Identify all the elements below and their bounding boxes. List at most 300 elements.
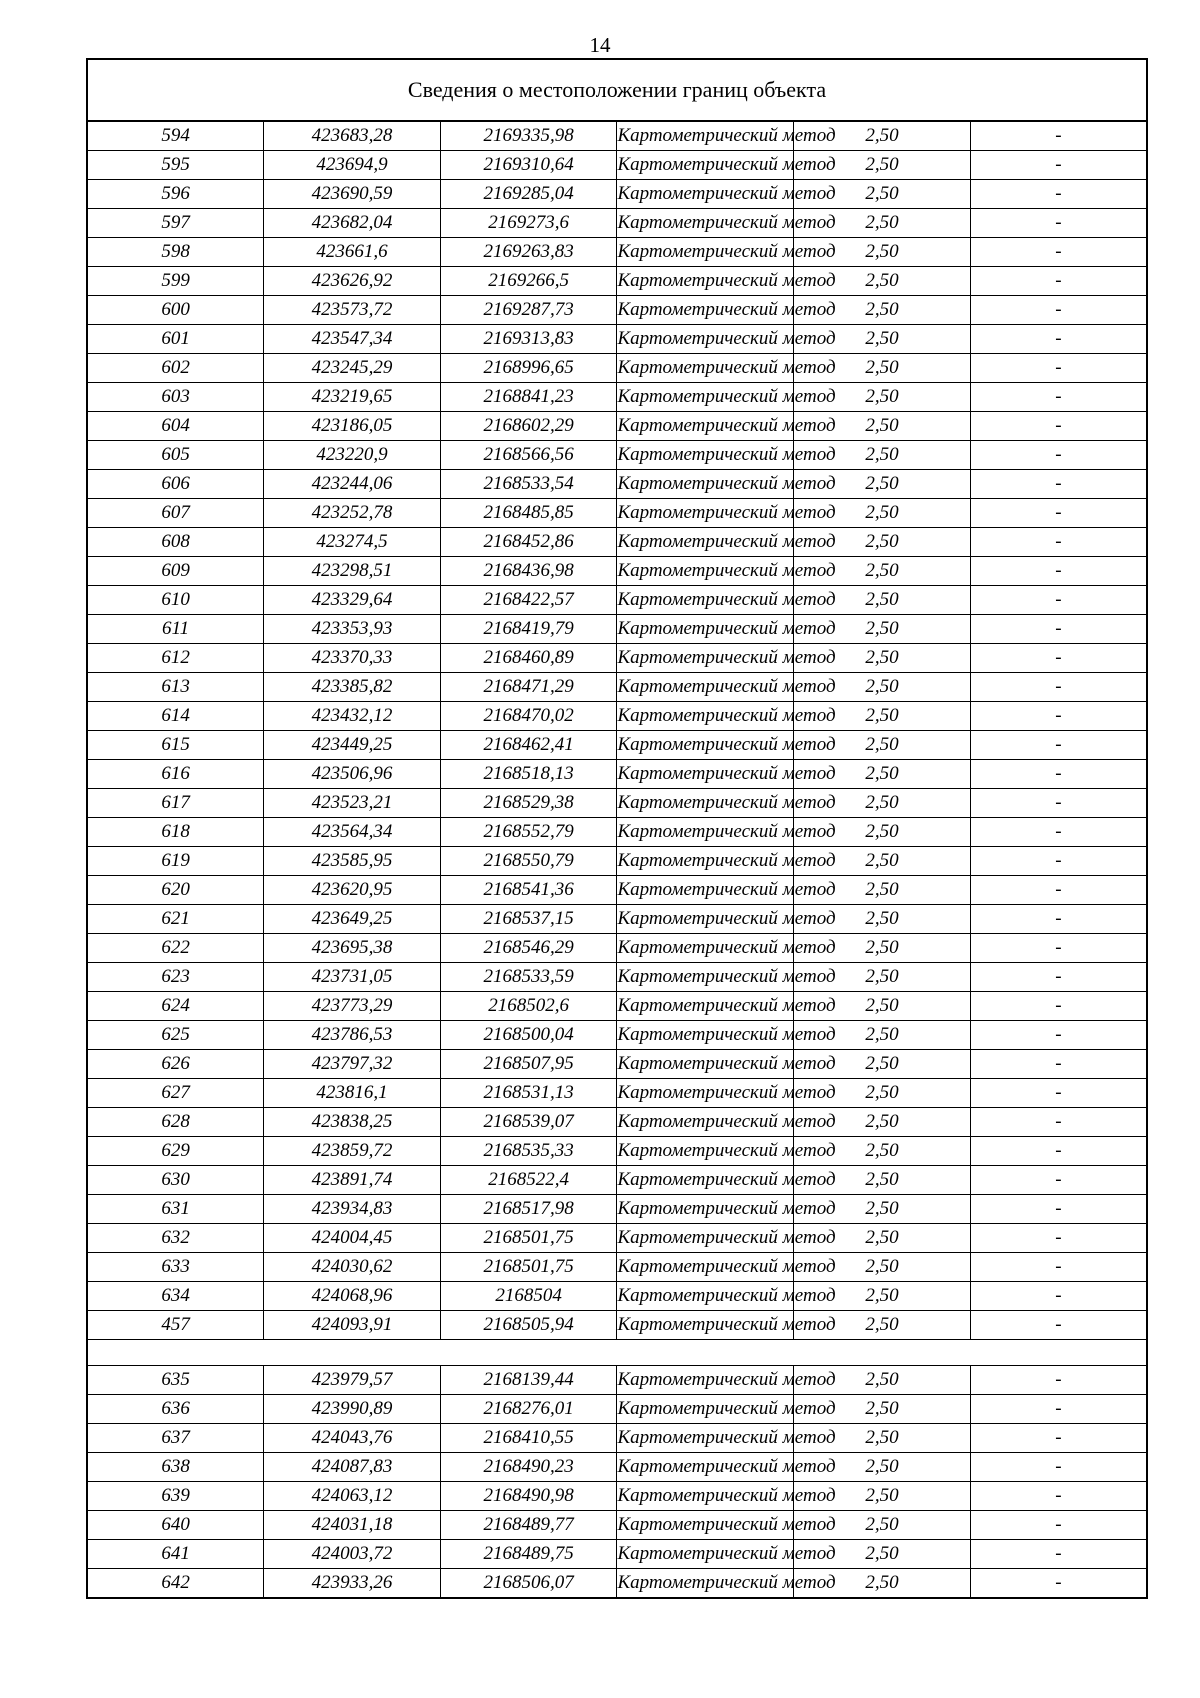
x-coordinate-cell: 423186,05 (264, 412, 441, 441)
description-cell: - (970, 760, 1147, 789)
table-row (87, 412, 1147, 441)
y-coordinate-cell: 2168485,85 (440, 499, 617, 528)
description-cell: - (970, 412, 1147, 441)
method-cell: Картометрический метод (617, 1108, 794, 1137)
description-cell: - (970, 296, 1147, 325)
y-coordinate-cell: 2168471,29 (440, 673, 617, 702)
point-number-cell: 612 (87, 644, 264, 673)
point-number-cell: 597 (87, 209, 264, 238)
method-cell: Картометрический метод (617, 586, 794, 615)
x-coordinate-cell: 423432,12 (264, 702, 441, 731)
description-cell: - (970, 644, 1147, 673)
method-cell: Картометрический метод (617, 876, 794, 905)
x-coordinate-cell: 423547,34 (264, 325, 441, 354)
y-coordinate-cell: 2168566,56 (440, 441, 617, 470)
accuracy-cell: 2,50 (794, 499, 971, 528)
y-coordinate-cell: 2168539,07 (440, 1108, 617, 1137)
description-cell: - (970, 1253, 1147, 1282)
method-cell: Картометрический метод (617, 1311, 794, 1340)
point-number-cell: 598 (87, 238, 264, 267)
x-coordinate-cell: 423695,38 (264, 934, 441, 963)
description-cell: - (970, 1021, 1147, 1050)
y-coordinate-cell: 2168537,15 (440, 905, 617, 934)
y-coordinate-cell: 2168518,13 (440, 760, 617, 789)
point-number-cell: 628 (87, 1108, 264, 1137)
point-number-cell: 608 (87, 528, 264, 557)
y-coordinate-cell: 2168410,55 (440, 1424, 617, 1453)
point-number-cell: 641 (87, 1540, 264, 1569)
method-cell: Картометрический метод (617, 1511, 794, 1540)
table-row (87, 1050, 1147, 1079)
method-cell: Картометрический метод (617, 992, 794, 1021)
x-coordinate-cell: 423773,29 (264, 992, 441, 1021)
table-row (87, 1482, 1147, 1511)
x-coordinate-cell: 423797,32 (264, 1050, 441, 1079)
x-coordinate-cell: 424004,45 (264, 1224, 441, 1253)
x-coordinate-cell: 423626,92 (264, 267, 441, 296)
x-coordinate-cell: 423245,29 (264, 354, 441, 383)
description-cell: - (970, 702, 1147, 731)
y-coordinate-cell: 2168490,98 (440, 1482, 617, 1511)
y-coordinate-cell: 2168535,33 (440, 1137, 617, 1166)
x-coordinate-cell: 423219,65 (264, 383, 441, 412)
method-cell: Картометрический метод (617, 325, 794, 354)
method-cell: Картометрический метод (617, 354, 794, 383)
group-separator-row (87, 1340, 1147, 1366)
table-row (87, 209, 1147, 238)
table-row (87, 992, 1147, 1021)
description-cell: - (970, 151, 1147, 180)
description-cell: - (970, 267, 1147, 296)
x-coordinate-cell: 423731,05 (264, 963, 441, 992)
point-number-cell: 630 (87, 1166, 264, 1195)
point-number-cell: 620 (87, 876, 264, 905)
description-cell: - (970, 847, 1147, 876)
accuracy-cell: 2,50 (794, 818, 971, 847)
point-number-cell: 632 (87, 1224, 264, 1253)
y-coordinate-cell: 2168501,75 (440, 1224, 617, 1253)
y-coordinate-cell: 2168552,79 (440, 818, 617, 847)
method-cell: Картометрический метод (617, 1021, 794, 1050)
x-coordinate-cell: 423274,5 (264, 528, 441, 557)
table-row (87, 1079, 1147, 1108)
x-coordinate-cell: 423298,51 (264, 557, 441, 586)
point-number-cell: 595 (87, 151, 264, 180)
point-number-cell: 639 (87, 1482, 264, 1511)
x-coordinate-cell: 424003,72 (264, 1540, 441, 1569)
accuracy-cell: 2,50 (794, 296, 971, 325)
description-cell: - (970, 121, 1147, 151)
accuracy-cell: 2,50 (794, 1079, 971, 1108)
method-cell: Картометрический метод (617, 383, 794, 412)
table-row (87, 789, 1147, 818)
x-coordinate-cell: 423694,9 (264, 151, 441, 180)
point-number-cell: 623 (87, 963, 264, 992)
point-number-cell: 611 (87, 615, 264, 644)
table-row (87, 121, 1147, 151)
accuracy-cell: 2,50 (794, 1569, 971, 1599)
accuracy-cell: 2,50 (794, 876, 971, 905)
description-cell: - (970, 528, 1147, 557)
table-row (87, 1366, 1147, 1395)
x-coordinate-cell: 423859,72 (264, 1137, 441, 1166)
x-coordinate-cell: 423370,33 (264, 644, 441, 673)
y-coordinate-cell: 2168501,75 (440, 1253, 617, 1282)
table-row (87, 238, 1147, 267)
table-row (87, 673, 1147, 702)
method-cell: Картометрический метод (617, 789, 794, 818)
y-coordinate-cell: 2168529,38 (440, 789, 617, 818)
accuracy-cell: 2,50 (794, 412, 971, 441)
table-row (87, 1166, 1147, 1195)
y-coordinate-cell: 2168139,44 (440, 1366, 617, 1395)
method-cell: Картометрический метод (617, 673, 794, 702)
description-cell: - (970, 470, 1147, 499)
point-number-cell: 603 (87, 383, 264, 412)
y-coordinate-cell: 2168505,94 (440, 1311, 617, 1340)
accuracy-cell: 2,50 (794, 1195, 971, 1224)
method-cell: Картометрический метод (617, 934, 794, 963)
accuracy-cell: 2,50 (794, 1366, 971, 1395)
accuracy-cell: 2,50 (794, 470, 971, 499)
accuracy-cell: 2,50 (794, 615, 971, 644)
description-cell: - (970, 325, 1147, 354)
description-cell: - (970, 818, 1147, 847)
description-cell: - (970, 557, 1147, 586)
y-coordinate-cell: 2168436,98 (440, 557, 617, 586)
method-cell: Картометрический метод (617, 499, 794, 528)
point-number-cell: 642 (87, 1569, 264, 1599)
description-cell: - (970, 934, 1147, 963)
point-number-cell: 457 (87, 1311, 264, 1340)
point-number-cell: 616 (87, 760, 264, 789)
method-cell: Картометрический метод (617, 905, 794, 934)
description-cell: - (970, 1108, 1147, 1137)
table-row (87, 1453, 1147, 1482)
method-cell: Картометрический метод (617, 528, 794, 557)
y-coordinate-cell: 2168422,57 (440, 586, 617, 615)
description-cell: - (970, 963, 1147, 992)
table-title-row (87, 59, 1147, 121)
accuracy-cell: 2,50 (794, 325, 971, 354)
y-coordinate-cell: 2168489,77 (440, 1511, 617, 1540)
point-number-cell: 625 (87, 1021, 264, 1050)
accuracy-cell: 2,50 (794, 1224, 971, 1253)
point-number-cell: 636 (87, 1395, 264, 1424)
x-coordinate-cell: 424030,62 (264, 1253, 441, 1282)
point-number-cell: 627 (87, 1079, 264, 1108)
y-coordinate-cell: 2169273,6 (440, 209, 617, 238)
description-cell: - (970, 905, 1147, 934)
y-coordinate-cell: 2168506,07 (440, 1569, 617, 1599)
method-cell: Картометрический метод (617, 441, 794, 470)
description-cell: - (970, 354, 1147, 383)
description-cell: - (970, 586, 1147, 615)
table-row (87, 905, 1147, 934)
method-cell: Картометрический метод (617, 267, 794, 296)
y-coordinate-cell: 2168517,98 (440, 1195, 617, 1224)
point-number-cell: 617 (87, 789, 264, 818)
table-row (87, 818, 1147, 847)
method-cell: Картометрический метод (617, 1453, 794, 1482)
table-row (87, 1137, 1147, 1166)
description-cell: - (970, 1050, 1147, 1079)
x-coordinate-cell: 423891,74 (264, 1166, 441, 1195)
accuracy-cell: 2,50 (794, 1021, 971, 1050)
point-number-cell: 622 (87, 934, 264, 963)
point-number-cell: 609 (87, 557, 264, 586)
description-cell: - (970, 1366, 1147, 1395)
accuracy-cell: 2,50 (794, 267, 971, 296)
x-coordinate-cell: 423244,06 (264, 470, 441, 499)
y-coordinate-cell: 2168419,79 (440, 615, 617, 644)
table-row (87, 180, 1147, 209)
accuracy-cell: 2,50 (794, 1311, 971, 1340)
x-coordinate-cell: 423786,53 (264, 1021, 441, 1050)
y-coordinate-cell: 2168602,29 (440, 412, 617, 441)
accuracy-cell: 2,50 (794, 731, 971, 760)
description-cell: - (970, 1166, 1147, 1195)
table-row (87, 644, 1147, 673)
description-cell: - (970, 1395, 1147, 1424)
point-number-cell: 618 (87, 818, 264, 847)
table-row (87, 499, 1147, 528)
point-number-cell: 638 (87, 1453, 264, 1482)
method-cell: Картометрический метод (617, 1137, 794, 1166)
y-coordinate-cell: 2169335,98 (440, 121, 617, 151)
method-cell: Картометрический метод (617, 412, 794, 441)
method-cell: Картометрический метод (617, 1395, 794, 1424)
description-cell: - (970, 673, 1147, 702)
point-number-cell: 604 (87, 412, 264, 441)
table-row (87, 383, 1147, 412)
x-coordinate-cell: 423252,78 (264, 499, 441, 528)
x-coordinate-cell: 424068,96 (264, 1282, 441, 1311)
x-coordinate-cell: 423933,26 (264, 1569, 441, 1599)
method-cell: Картометрический метод (617, 818, 794, 847)
table-row (87, 441, 1147, 470)
accuracy-cell: 2,50 (794, 702, 971, 731)
method-cell: Картометрический метод (617, 760, 794, 789)
table-body (87, 59, 1147, 1598)
accuracy-cell: 2,50 (794, 151, 971, 180)
accuracy-cell: 2,50 (794, 1166, 971, 1195)
description-cell: - (970, 499, 1147, 528)
description-cell: - (970, 1224, 1147, 1253)
description-cell: - (970, 789, 1147, 818)
y-coordinate-cell: 2169263,83 (440, 238, 617, 267)
x-coordinate-cell: 424031,18 (264, 1511, 441, 1540)
method-cell: Картометрический метод (617, 1282, 794, 1311)
method-cell: Картометрический метод (617, 644, 794, 673)
page-number: 14 (589, 33, 611, 57)
method-cell: Картометрический метод (617, 151, 794, 180)
method-cell: Картометрический метод (617, 1482, 794, 1511)
description-cell: - (970, 383, 1147, 412)
y-coordinate-cell: 2168996,65 (440, 354, 617, 383)
y-coordinate-cell: 2168541,36 (440, 876, 617, 905)
table-row (87, 1021, 1147, 1050)
point-number-cell: 615 (87, 731, 264, 760)
x-coordinate-cell: 423838,25 (264, 1108, 441, 1137)
accuracy-cell: 2,50 (794, 180, 971, 209)
table-row (87, 151, 1147, 180)
x-coordinate-cell: 424087,83 (264, 1453, 441, 1482)
y-coordinate-cell: 2168531,13 (440, 1079, 617, 1108)
y-coordinate-cell: 2168460,89 (440, 644, 617, 673)
x-coordinate-cell: 423649,25 (264, 905, 441, 934)
table-row (87, 325, 1147, 354)
accuracy-cell: 2,50 (794, 586, 971, 615)
description-cell: - (970, 441, 1147, 470)
point-number-cell: 599 (87, 267, 264, 296)
point-number-cell: 624 (87, 992, 264, 1021)
y-coordinate-cell: 2169313,83 (440, 325, 617, 354)
y-coordinate-cell: 2169285,04 (440, 180, 617, 209)
point-number-cell: 601 (87, 325, 264, 354)
method-cell: Картометрический метод (617, 1253, 794, 1282)
point-number-cell: 606 (87, 470, 264, 499)
accuracy-cell: 2,50 (794, 209, 971, 238)
description-cell: - (970, 209, 1147, 238)
description-cell: - (970, 1540, 1147, 1569)
y-coordinate-cell: 2168500,04 (440, 1021, 617, 1050)
point-number-cell: 607 (87, 499, 264, 528)
accuracy-cell: 2,50 (794, 673, 971, 702)
point-number-cell: 596 (87, 180, 264, 209)
point-number-cell: 610 (87, 586, 264, 615)
x-coordinate-cell: 423661,6 (264, 238, 441, 267)
description-cell: - (970, 731, 1147, 760)
point-number-cell: 600 (87, 296, 264, 325)
accuracy-cell: 2,50 (794, 1108, 971, 1137)
x-coordinate-cell: 423990,89 (264, 1395, 441, 1424)
table-row (87, 354, 1147, 383)
y-coordinate-cell: 2169287,73 (440, 296, 617, 325)
point-number-cell: 633 (87, 1253, 264, 1282)
table-row (87, 1540, 1147, 1569)
point-number-cell: 626 (87, 1050, 264, 1079)
accuracy-cell: 2,50 (794, 354, 971, 383)
x-coordinate-cell: 423934,83 (264, 1195, 441, 1224)
x-coordinate-cell: 423683,28 (264, 121, 441, 151)
y-coordinate-cell: 2168490,23 (440, 1453, 617, 1482)
method-cell: Картометрический метод (617, 209, 794, 238)
point-number-cell: 619 (87, 847, 264, 876)
method-cell: Картометрический метод (617, 1540, 794, 1569)
y-coordinate-cell: 2168470,02 (440, 702, 617, 731)
point-number-cell: 634 (87, 1282, 264, 1311)
x-coordinate-cell: 423682,04 (264, 209, 441, 238)
table-row (87, 702, 1147, 731)
accuracy-cell: 2,50 (794, 1050, 971, 1079)
y-coordinate-cell: 2168522,4 (440, 1166, 617, 1195)
y-coordinate-cell: 2168276,01 (440, 1395, 617, 1424)
accuracy-cell: 2,50 (794, 383, 971, 412)
x-coordinate-cell: 423979,57 (264, 1366, 441, 1395)
description-cell: - (970, 1282, 1147, 1311)
table-title: Сведения о местоположении границ объекта (87, 59, 1147, 121)
description-cell: - (970, 1511, 1147, 1540)
x-coordinate-cell: 423573,72 (264, 296, 441, 325)
description-cell: - (970, 1482, 1147, 1511)
point-number-cell: 602 (87, 354, 264, 383)
y-coordinate-cell: 2168489,75 (440, 1540, 617, 1569)
table-row (87, 557, 1147, 586)
accuracy-cell: 2,50 (794, 528, 971, 557)
point-number-cell: 635 (87, 1366, 264, 1395)
table-row (87, 470, 1147, 499)
table-row (87, 934, 1147, 963)
table-row (87, 615, 1147, 644)
y-coordinate-cell: 2168550,79 (440, 847, 617, 876)
table-row (87, 1253, 1147, 1282)
accuracy-cell: 2,50 (794, 557, 971, 586)
y-coordinate-cell: 2168533,54 (440, 470, 617, 499)
method-cell: Картометрический метод (617, 1079, 794, 1108)
description-cell: - (970, 876, 1147, 905)
table-row (87, 1224, 1147, 1253)
x-coordinate-cell: 423385,82 (264, 673, 441, 702)
method-cell: Картометрический метод (617, 1195, 794, 1224)
accuracy-cell: 2,50 (794, 934, 971, 963)
table-row (87, 1108, 1147, 1137)
x-coordinate-cell: 423523,21 (264, 789, 441, 818)
method-cell: Картометрический метод (617, 296, 794, 325)
description-cell: - (970, 1079, 1147, 1108)
description-cell: - (970, 615, 1147, 644)
accuracy-cell: 2,50 (794, 1424, 971, 1453)
x-coordinate-cell: 424063,12 (264, 1482, 441, 1511)
x-coordinate-cell: 423449,25 (264, 731, 441, 760)
point-number-cell: 621 (87, 905, 264, 934)
x-coordinate-cell: 423506,96 (264, 760, 441, 789)
y-coordinate-cell: 2168533,59 (440, 963, 617, 992)
description-cell: - (970, 180, 1147, 209)
accuracy-cell: 2,50 (794, 992, 971, 1021)
point-number-cell: 594 (87, 121, 264, 151)
method-cell: Картометрический метод (617, 470, 794, 499)
point-number-cell: 605 (87, 441, 264, 470)
table-row (87, 1282, 1147, 1311)
accuracy-cell: 2,50 (794, 1511, 971, 1540)
table-row (87, 1569, 1147, 1599)
method-cell: Картометрический метод (617, 180, 794, 209)
method-cell: Картометрический метод (617, 238, 794, 267)
x-coordinate-cell: 423816,1 (264, 1079, 441, 1108)
accuracy-cell: 2,50 (794, 963, 971, 992)
accuracy-cell: 2,50 (794, 1253, 971, 1282)
table-row (87, 1395, 1147, 1424)
description-cell: - (970, 1424, 1147, 1453)
accuracy-cell: 2,50 (794, 789, 971, 818)
x-coordinate-cell: 423220,9 (264, 441, 441, 470)
table-row (87, 963, 1147, 992)
accuracy-cell: 2,50 (794, 847, 971, 876)
description-cell: - (970, 1137, 1147, 1166)
point-number-cell: 631 (87, 1195, 264, 1224)
method-cell: Картометрический метод (617, 1050, 794, 1079)
description-cell: - (970, 238, 1147, 267)
x-coordinate-cell: 424043,76 (264, 1424, 441, 1453)
method-cell: Картометрический метод (617, 847, 794, 876)
point-number-cell: 637 (87, 1424, 264, 1453)
method-cell: Картометрический метод (617, 121, 794, 151)
accuracy-cell: 2,50 (794, 644, 971, 673)
x-coordinate-cell: 424093,91 (264, 1311, 441, 1340)
point-number-cell: 614 (87, 702, 264, 731)
y-coordinate-cell: 2168546,29 (440, 934, 617, 963)
